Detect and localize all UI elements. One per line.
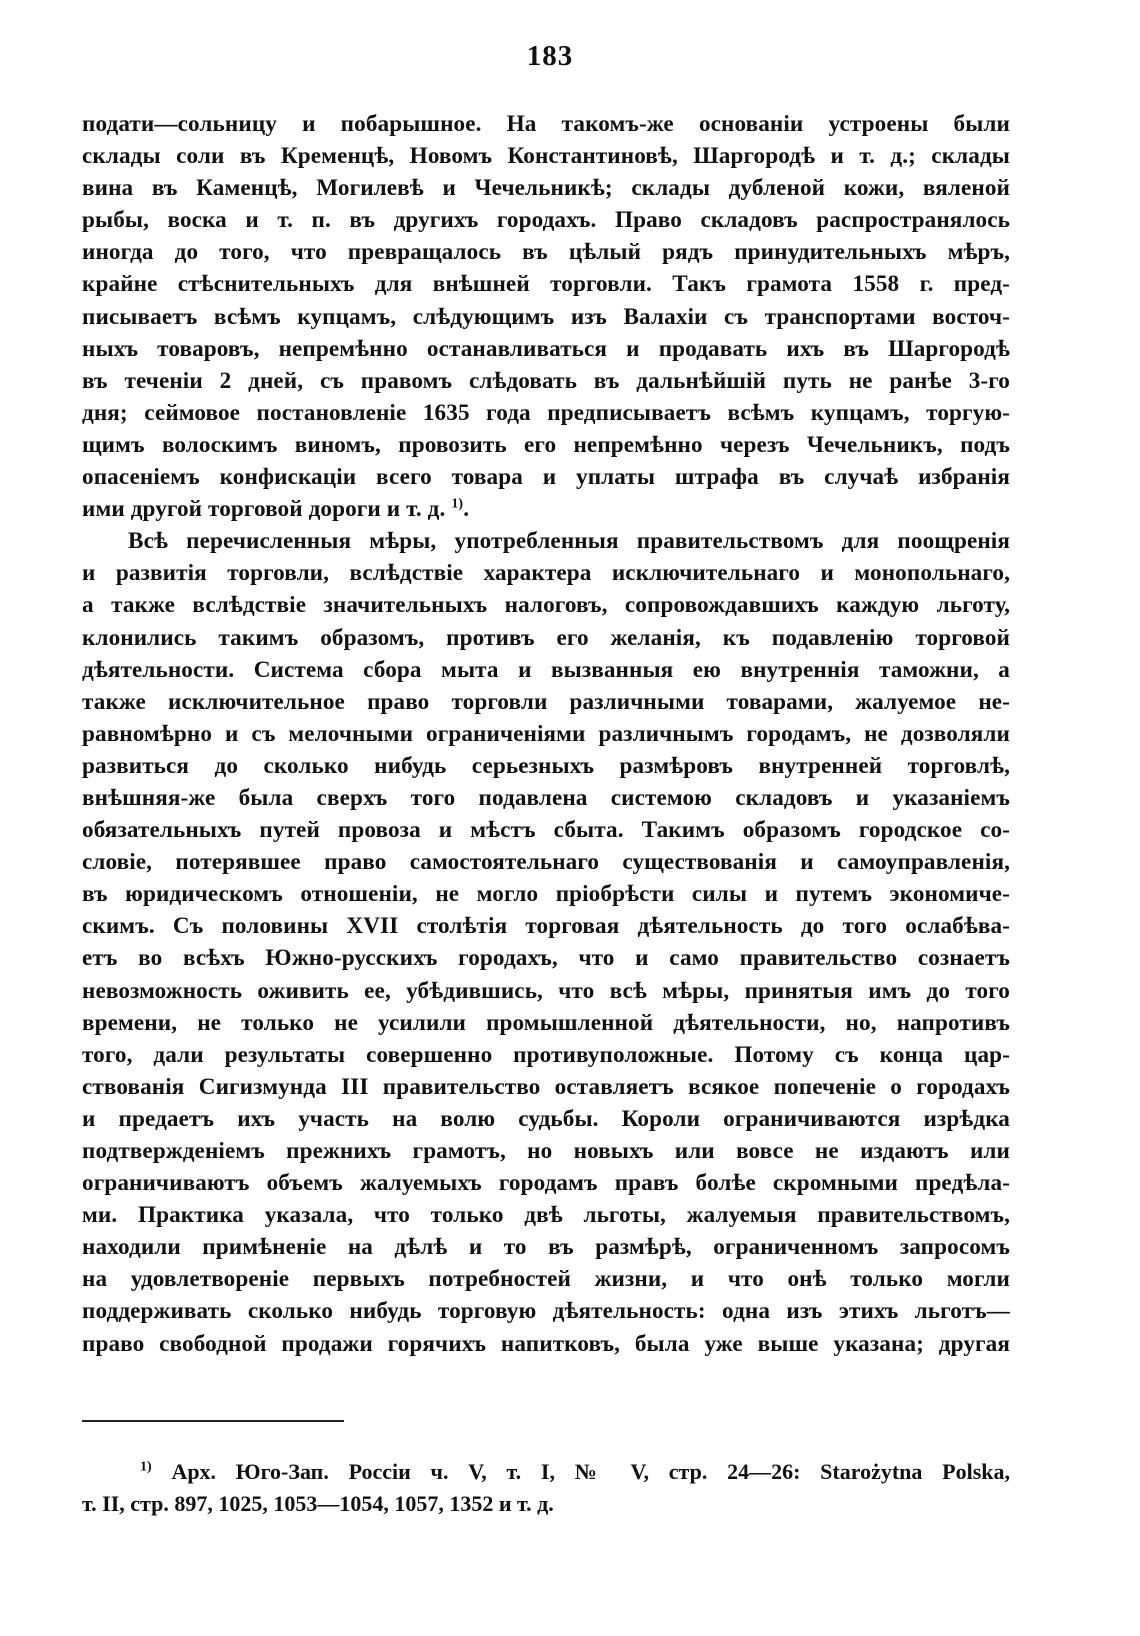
text-line: рыбы, воска и т. п. въ другихъ городахъ. Право складовъ распространялось — [82, 207, 1010, 234]
text-line: невозможность оживить ее, убѣдившись, что всѣ мѣры, принятыя имъ до того — [82, 977, 1010, 1004]
page-number: 183 — [526, 40, 574, 72]
text-line: клонились такимъ образомъ, противъ его желанія, къ подавленію торговой — [82, 624, 1010, 651]
text-line: того, дали результаты совершенно противуположные. Потому съ конца цар- — [82, 1041, 1010, 1068]
footnote-line: т. II, стр. 897, 1025, 1053—1054, 1057, 1352 и т. д. — [82, 1491, 554, 1516]
text-line: склады соли въ Кременцѣ, Новомъ Константиновѣ, Шаргородѣ и т. д.; склады — [82, 143, 1010, 170]
footnote-divider — [82, 1420, 344, 1422]
text-line: вина въ Каменцѣ, Могилевѣ и Чечельникѣ; склады дубленой кожи, вяленой — [82, 175, 1010, 202]
text-line: писываетъ всѣмъ купцамъ, слѣдующимъ изъ Валахіи съ транспортами восточ- — [82, 303, 1010, 330]
text-line: дня; сеймовое постановленіе 1635 года предписываетъ всѣмъ купцамъ, торгую- — [82, 399, 1010, 426]
footnote-line — [82, 1456, 1010, 1488]
text-line: обязательныхъ путей провоза и мѣстъ сбыта. Такимъ образомъ городское со- — [82, 817, 1010, 844]
sentence-end: . — [463, 496, 470, 523]
text-line: на удовлетвореніе первыхъ потребностей жизни, и что онѣ только могли — [82, 1266, 1010, 1293]
text-line: также исключительное право торговли различными товарами, жалуемое не- — [82, 688, 1010, 715]
text-line: въ теченіи 2 дней, съ правомъ слѣдовать въ дальнѣйшій путь не ранѣе 3-го — [82, 367, 1010, 394]
text-line: скимъ. Съ половины XVII столѣтія торговая дѣятельность до того ослабѣва- — [82, 913, 1010, 940]
paragraph-2 — [82, 525, 1010, 1359]
text-line: дѣятельности. Система сбора мыта и вызванныя ею внутреннія таможни, а — [82, 656, 1010, 683]
text-line: внѣшняя-же была сверхъ того подавлена системою складовъ и указаніемъ — [82, 784, 1010, 811]
text-line: и предаетъ ихъ участь на волю судьбы. Короли ограничиваются изрѣдка — [82, 1105, 1010, 1132]
text-line: времени, не только не усилили промышленной дѣятельности, но, напротивъ — [82, 1009, 1010, 1036]
text-line: равномѣрно и съ мелочными ограниченіями различнымъ городамъ, не дозволяли — [82, 720, 1010, 747]
paragraph-1 — [82, 108, 1010, 525]
text-line: опасеніемъ конфискаціи всего товара и уплаты штрафа въ случаѣ избранія — [82, 464, 1010, 491]
footnote-text: Арх. Юго-Зап. Россіи ч. V, т. I, № V, стр. 24—26: Starożytna Polska, — [171, 1459, 1011, 1484]
text-line: ми. Практика указала, что только двѣ льготы, жалуемыя правительствомъ, — [82, 1202, 1010, 1229]
text-line: ограничиваютъ объемъ жалуемыхъ городамъ правъ болѣе скромными предѣла- — [82, 1170, 1010, 1197]
text-line: ствованія Сигизмунда III правительство оставляетъ всякое попеченіе о городахъ — [82, 1073, 1010, 1100]
footnote-marker: 1) — [140, 1459, 152, 1475]
text-line: въ юридическомъ отношеніи, не могло пріобрѣсти силы и путемъ экономиче- — [82, 881, 1010, 908]
text-line: право свободной продажи горячихъ напитковъ, была уже выше указана; другая — [82, 1330, 1010, 1357]
text-line: находили примѣненіе на дѣлѣ и то въ размѣрѣ, ограниченномъ запросомъ — [82, 1234, 1010, 1261]
text-line: крайне стѣснительныхъ для внѣшней торговли. Такъ грамота 1558 г. пред- — [82, 271, 1010, 298]
text-line: развиться до сколько нибудь серьезныхъ размѣровъ внутренней торговлѣ, — [82, 752, 1010, 779]
footnote-reference[interactable]: 1) — [451, 496, 464, 512]
text-line-body: ими другой торговой дороги и т. д. — [82, 496, 446, 523]
text-line: иногда до того, что превращалось въ цѣлый рядъ принудительныхъ мѣръ, — [82, 239, 1010, 266]
text-line: поддерживать сколько нибудь торговую дѣятельность: одна изъ этихъ льготъ— — [82, 1298, 1010, 1325]
text-line: словіе, потерявшее право самостоятельнаго существованія и самоуправленія, — [82, 849, 1010, 876]
text-line: ныхъ товаровъ, непремѣнно останавливаться и продавать ихъ въ Шаргородѣ — [82, 335, 1010, 362]
text-line: щимъ волоскимъ виномъ, провозить его непремѣнно черезъ Чечельникъ, подъ — [82, 431, 1010, 458]
text-line: и развитія торговли, вслѣдствіе характера исключительнаго и монопольнаго, — [82, 560, 1010, 587]
text-line: етъ во всѣхъ Южно-русскихъ городахъ, что и само правительство сознаетъ — [82, 945, 1010, 972]
text-line: подати—сольницу и побарышное. На такомъ-же основаніи устроены были — [82, 111, 1010, 137]
text-line: Всѣ перечисленныя мѣры, употребленныя правительствомъ для поощренія — [128, 528, 1010, 555]
footnotes — [82, 1456, 1010, 1520]
text-line-last — [82, 493, 1010, 525]
text-line: а также вслѣдствіе значительныхъ налоговъ, сопровождавшихъ каждую льготу, — [82, 592, 1010, 619]
body-text — [82, 108, 1010, 1360]
text-line: подтвержденіемъ прежнихъ грамотъ, но новыхъ или вовсе не издаютъ или — [82, 1138, 1010, 1164]
